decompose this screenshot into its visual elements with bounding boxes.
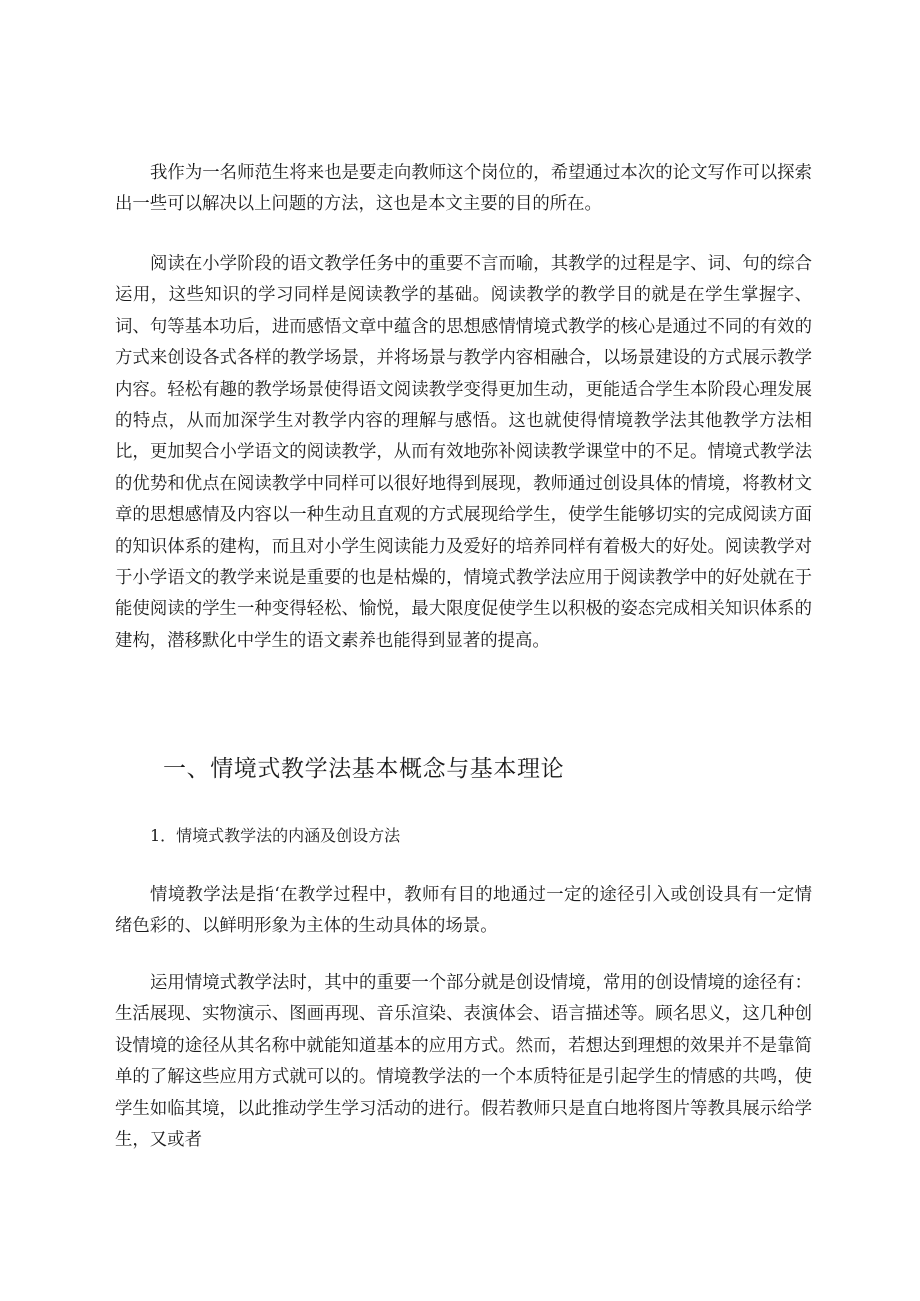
body-paragraph-4: 运用情境式教学法时，其中的重要一个部分就是创设情境，常用的创设情境的途径有：生活展现、实物演示、图画再现、音乐渲染、表演体会、语言描述等。顾名思义，这几种创设情境的途径从其名称中就能知道基本的应用方式。然而，若想达到理想的效果并不是靠简单的了解这些应用方式就可以的。情境教学法的一个本质特征是引起学生的情感的共鸣，使学生如临其境，以此推动学生学习活动的进行。假若教师只是直白地将图片等教具展示给学生，又或者 [115, 973, 812, 1151]
section-heading: 一、情境式教学法基本概念与基本理论 [163, 756, 565, 782]
subsection-heading: 1．情境式教学法的内涵及创设方法 [150, 826, 401, 845]
body-paragraph-1: 我作为一名师范生将来也是要走向教师这个岗位的，希望通过本次的论文写作可以探索出一些可以解决以上问题的方法，这也是本文主要的目的所在。 [115, 163, 812, 215]
body-paragraph-3: 情境教学法是指‘在教学过程中，教师有目的地通过一定的途径引入或创设具有一定情绪色彩的、以鲜明形象为主体的生动具体的场景。 [115, 885, 812, 937]
body-paragraph-2: 阅读在小学阶段的语文教学任务中的重要不言而喻，其教学的过程是字、词、句的综合运用，这些知识的学习同样是阅读教学的基础。阅读教学的教学目的就是在学生掌握字、词、句等基本功后，进而感悟文章中蕴含的思想感情情境式教学的核心是通过不同的有效的方式来创设各式各样的教学场景，并将场景与教学内容相融合，以场景建设的方式展示教学内容。轻松有趣的教学场景使得语文阅读教学变得更加生动，更能适合学生本阶段心理发展的特点，从而加深学生对教学内容的理解与感悟。这也就使得情境教学法其他教学方法相比，更加契合小学语文的阅读教学，从而有效地弥补阅读教学课堂中的不足。情境式教学法的优势和优点在阅读教学中同样可以很好地得到展现，教师通过创设具体的情境，将教材文章的思想感情及内容以一种生动且直观的方式展现给学生，使学生能够切实的完成阅读方面的知识体系的建构，而且对小学生阅读能力及爱好的培养同样有着极大的好处。阅读教学对于小学语文的教学来说是重要的也是枯燥的，情境式教学法应用于阅读教学中的好处就在于能使阅读的学生一种变得轻松、愉悦，最大限度促使学生以积极的姿态完成相关知识体系的建构，潜移默化中学生的语文素养也能得到显著的提高。 [115, 254, 812, 651]
